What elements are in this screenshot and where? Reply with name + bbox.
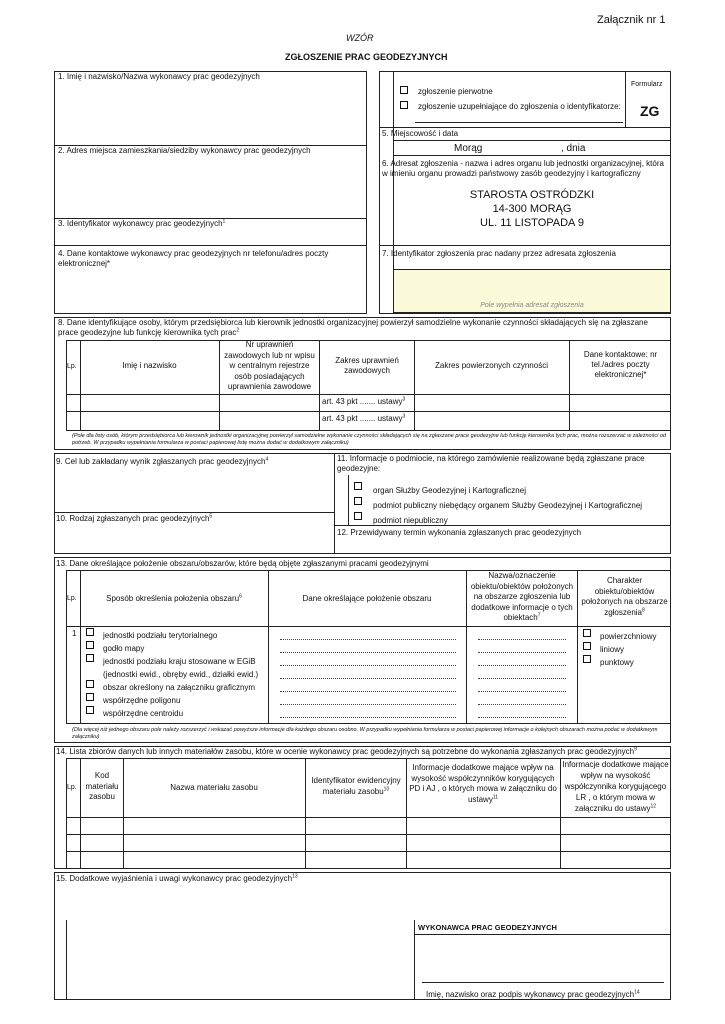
s8-col-contact: Dane kontaktowe: nr tel./adres poczty elektronicznej* (583, 350, 658, 379)
client-private-checkbox[interactable] (354, 512, 362, 520)
supplementary-label: zgłoszenie uzupełniające do zgłoszenia o identyfikatorze: (418, 102, 621, 111)
method-graphic-checkbox[interactable] (86, 680, 94, 688)
method-map-sheet-checkbox[interactable] (86, 641, 94, 649)
work-type-input[interactable] (66, 526, 334, 554)
form-title: ZGŁOSZENIE PRAC GEODEZYJNYCH (285, 52, 448, 62)
first-submission-checkbox[interactable] (400, 86, 408, 94)
s8-col-scope: Zakres uprawnień zawodowych (335, 356, 399, 375)
s13-col-objects: Nazwa/oznaczenie obiektu/obiektów położonych na obszarze zgłoszenia lub dodatkowe informacje o tych obiektach$^7$ (470, 571, 574, 622)
client-opt2-label: podmiot publiczny niebędący organem Służby Geodezyjnej i Kartograficznej (373, 501, 643, 510)
s8-col-license: Nr uprawnień zawodowych lub nr wpisu w centralnym rejestrze osób posiadających uprawnienia zawodowe (224, 340, 315, 391)
annex-label: Załącznik nr 1 (597, 14, 666, 26)
s8-label: 8. Dane identyfikujące osoby, którym przedsiębiorca lub kierownik jednostki organizacyjnej powierzył samodzielne wykonanie czynności składających się na zgłaszane prace geodezyjne lub funkcję kierownika tych prac$^2$ (58, 318, 648, 337)
char-point-label: punktowy (600, 658, 634, 667)
form-code: ZG (640, 103, 660, 119)
contact-input[interactable] (66, 270, 363, 311)
char-areal-label: powierzchniowy (600, 632, 657, 641)
s8-col-duties: Zakres powierzonych czynności (435, 361, 548, 370)
char-areal-checkbox[interactable] (583, 629, 591, 637)
s13-row-no: 1 (72, 629, 77, 638)
addressee-line2: 14-300 MORĄG (492, 203, 572, 215)
method-polygon-label: współrzędne poligonu (103, 696, 181, 705)
s14-col-lp: Lp. (67, 784, 77, 791)
s12-label: 12. Przewidywany termin wykonania zgłaszanych prac geodezyjnych (337, 528, 582, 537)
s7-note: Pole wypełnia adresat zgłoszenia (480, 302, 584, 309)
s8-art-row2: art. 43 pkt ....... ustawy$^3$ (322, 413, 406, 423)
s13-col-data: Dane określające położenie obszaru (302, 594, 432, 603)
place-date-field[interactable] (393, 140, 671, 156)
s15-label: 15. Dodatkowe wyjaśnienia i uwagi wykonawcy prac geodezyjnych$^{13}$ (56, 873, 298, 883)
method-egib-label: jednostki podziału kraju stosowane w EGiB (103, 657, 256, 666)
s11-label: 11. Informacje o podmiocie, na którego zamówienie realizowane będą zgłaszane prace geodezyjne: (337, 454, 645, 473)
date-label: , dnia (561, 143, 586, 154)
purpose-input[interactable] (66, 469, 334, 510)
s13-col-lp: Lp. (67, 595, 77, 602)
s13-col-character: Charakter obiektu/obiektów położonych na obszarze zgłoszenia$^8$ (581, 576, 668, 617)
s14-label: 14. Lista zbiorów danych lub innych materiałów zasobu, które w ocenie wykonawcy prac geodezyjnych są potrzebne do wykonania zgłaszanych prac geodezyjnych$^9$ (56, 746, 637, 756)
s8-note: (Pole dla listy osób, którym przedsiębiorca lub kierownik jednostki organizacyjnej powierzył samodzielne wykonanie czynności składających się na zgłaszane prace geodezyjne lub funkcję kierownika tych prac, można rozszerzać w zależności od potrzeb. W przypadku wypełniania formularza w postaci papierowej listę można dodać w dodatkowym załączniku) (72, 433, 666, 446)
s8-col-name: Imię i nazwisko (122, 361, 177, 370)
s14-col-name: Nazwa materiału zasobu (170, 783, 258, 792)
s7-label: 7. Identyfikator zgłoszenia prac nadany przez adresata zgłoszenia (382, 249, 616, 258)
s8-col-lp: Lp. (67, 363, 77, 370)
s6-label: 6. Adresat zgłoszenia - nazwa i adres organu lub jednostki organizacyjnej, która w imieniu organu prowadzi państwowy zasób geodezyjny i kartograficzny (382, 159, 664, 178)
method-graphic-label: obszar określony na załączniku graficznym (103, 683, 256, 692)
s14-col-code: Kod materiału zasobu (85, 771, 119, 801)
method-egib-detail: (jednostki ewid., obręby ewid., działki ewid.) (103, 670, 259, 679)
client-public-checkbox[interactable] (354, 497, 362, 505)
char-linear-checkbox[interactable] (583, 642, 591, 650)
char-point-checkbox[interactable] (583, 655, 591, 663)
name-input[interactable] (66, 84, 363, 142)
s3-label: 3. Identyfikator wykonawcy prac geodezyjnych$^1$ (58, 218, 226, 228)
s9-label: 9. Cel lub zakładany wynik zgłaszanych prac geodezyjnych$^4$ (56, 456, 269, 466)
client-opt3-label: podmiot niepubliczny (373, 516, 448, 525)
method-centroid-label: współrzędne centroidu (103, 709, 184, 718)
address-input[interactable] (66, 157, 363, 215)
place-value: Morąg (454, 143, 483, 154)
s13-col-method: Sposób określenia położenia obszaru$^6$ (106, 593, 242, 603)
signature-caption: Imię, nazwisko oraz podpis wykonawcy prac geodezyjnych$^{14}$ (426, 989, 640, 999)
formularz-label: Formularz (631, 81, 663, 88)
s1-label: 1. Imię i nazwisko/Nazwa wykonawcy prac geodezyjnych (58, 72, 260, 81)
method-map-sheet-label: godło mapy (103, 644, 145, 653)
wzor-label: WZÓR (346, 33, 374, 43)
supplementary-checkbox[interactable] (400, 101, 408, 109)
signature-field[interactable] (422, 960, 664, 983)
method-territorial-label: jednostki podziału terytorialnego (103, 631, 218, 640)
addressee-line3: UL. 11 LISTOPADA 9 (480, 217, 584, 229)
method-territorial-checkbox[interactable] (86, 628, 94, 636)
remarks-input[interactable] (66, 884, 671, 920)
method-centroid-checkbox[interactable] (86, 706, 94, 714)
client-surveying-authority-checkbox[interactable] (354, 482, 362, 490)
s14-col-id: Identyfikator ewidencyjny materiału zasobu$^{10}$ (311, 776, 401, 796)
s14-col-lr: Informacje dodatkowe mające wpływ na wysokość współczynnika korygującego LR , o którym mowa w załączniku do ustawy$^{12}$ (562, 760, 669, 813)
client-opt1-label: organ Służby Geodezyjnej i Kartograficznej (373, 486, 526, 495)
s14-col-pd-aj: Informacje dodatkowe mające wpływ na wysokość współczynników korygujących PD i AJ , o których mowa w załączniku do ustawy$^{11}$ (409, 763, 557, 804)
contractor-id-input[interactable] (236, 218, 367, 245)
s4-label: 4. Dane kontaktowe wykonawcy prac geodezyjnych nr telefonu/adres poczty elektronicznej* (58, 249, 329, 268)
first-submission-label: zgłoszenie pierwotne (418, 87, 493, 96)
s13-label: 13. Dane określające położenie obszaru/obszarów, które będą objęte zgłaszanymi pracami geodezyjnymi (56, 559, 429, 568)
addressee-line1: STAROSTA OSTRÓDZKI (469, 189, 595, 201)
s5-label: 5. Miejscowość i data (382, 129, 459, 138)
s13-note: (Dla więcej niż jednego obszaru pole należy rozszerzyć i wskazać powyższe informacje dla każdego obszaru osobno. W przypadku wypełniania formularza w postaci papierowej informacje o kolejnych obszarach można podać w dodatkowym załączniku) (72, 727, 658, 740)
signature-title: WYKONAWCA PRAC GEODEZYJNYCH (418, 923, 557, 932)
method-polygon-checkbox[interactable] (86, 693, 94, 701)
method-egib-checkbox[interactable] (86, 654, 94, 662)
s8-art-row1: art. 43 pkt ....... ustawy$^3$ (322, 396, 406, 406)
char-linear-label: liniowy (600, 645, 625, 654)
deadline-input[interactable] (348, 539, 671, 554)
s2-label: 2. Adres miejsca zamieszkania/siedziby wykonawcy prac geodezyjnych (58, 146, 311, 155)
s10-label: 10. Rodzaj zgłaszanych prac geodezyjnych$^5$ (56, 513, 213, 523)
